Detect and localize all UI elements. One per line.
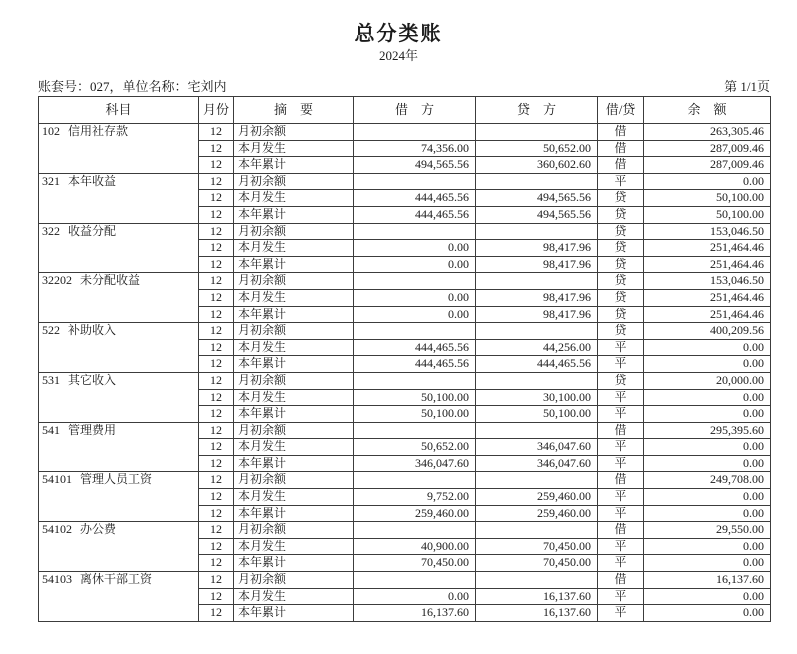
debit-cell (354, 173, 476, 190)
account-code: 541 (42, 422, 60, 437)
account-subject-cell (39, 572, 199, 622)
table-row (39, 572, 771, 589)
account-subject-cell (39, 472, 199, 522)
debit-cell: 444,465.56 (354, 339, 476, 356)
credit-cell: 346,047.60 (476, 439, 598, 456)
summary-cell: 月初余额 (234, 522, 354, 539)
balance-cell: 0.00 (644, 455, 771, 472)
ledger-body (39, 124, 771, 622)
credit-cell: 50,652.00 (476, 140, 598, 157)
month-cell: 12 (199, 273, 234, 290)
month-cell: 12 (199, 356, 234, 373)
table-row (39, 124, 771, 141)
credit-cell (476, 572, 598, 589)
month-cell: 12 (199, 173, 234, 190)
debit-cell: 0.00 (354, 240, 476, 257)
credit-cell: 98,417.96 (476, 289, 598, 306)
table-row (39, 273, 771, 290)
credit-cell (476, 124, 598, 141)
table-row (39, 223, 771, 240)
balance-cell: 251,464.46 (644, 240, 771, 257)
credit-cell: 16,137.60 (476, 588, 598, 605)
direction-cell: 贷 (598, 240, 644, 257)
debit-cell: 70,450.00 (354, 555, 476, 572)
summary-cell: 本月发生 (234, 240, 354, 257)
direction-cell: 贷 (598, 289, 644, 306)
direction-cell: 借 (598, 422, 644, 439)
account-subject-cell (39, 372, 199, 422)
month-cell: 12 (199, 240, 234, 257)
balance-cell: 263,305.46 (644, 124, 771, 141)
column-header-credit: 贷 方 (476, 97, 598, 124)
debit-cell (354, 223, 476, 240)
month-cell: 12 (199, 555, 234, 572)
debit-cell: 50,652.00 (354, 439, 476, 456)
summary-cell: 月初余额 (234, 372, 354, 389)
table-row (39, 372, 771, 389)
month-cell: 12 (199, 455, 234, 472)
debit-cell: 74,356.00 (354, 140, 476, 157)
account-name: 管理人员工资 (80, 472, 153, 487)
table-row (39, 323, 771, 340)
credit-cell: 44,256.00 (476, 339, 598, 356)
debit-cell: 346,047.60 (354, 455, 476, 472)
column-header-month: 月份 (199, 97, 234, 124)
credit-cell: 346,047.60 (476, 455, 598, 472)
account-code: 522 (42, 323, 60, 338)
balance-cell: 0.00 (644, 538, 771, 555)
summary-cell: 本月发生 (234, 289, 354, 306)
debit-cell (354, 572, 476, 589)
column-header-debit: 借 方 (354, 97, 476, 124)
month-cell: 12 (199, 439, 234, 456)
page-number: 第 1/1页 (724, 79, 770, 94)
debit-cell: 0.00 (354, 588, 476, 605)
debit-cell: 16,137.60 (354, 605, 476, 622)
credit-cell: 494,565.56 (476, 206, 598, 223)
account-code: 102 (42, 124, 60, 138)
balance-cell: 153,046.50 (644, 223, 771, 240)
direction-cell: 借 (598, 124, 644, 141)
debit-cell: 0.00 (354, 256, 476, 273)
debit-cell: 444,465.56 (354, 190, 476, 207)
debit-cell: 0.00 (354, 306, 476, 323)
month-cell: 12 (199, 406, 234, 423)
header-row (39, 97, 771, 124)
month-cell: 12 (199, 538, 234, 555)
direction-cell: 贷 (598, 273, 644, 290)
summary-cell: 本月发生 (234, 389, 354, 406)
account-code: 54103 (42, 572, 72, 587)
direction-cell: 借 (598, 572, 644, 589)
debit-cell (354, 522, 476, 539)
credit-cell (476, 223, 598, 240)
month-cell: 12 (199, 588, 234, 605)
credit-cell: 70,450.00 (476, 555, 598, 572)
month-cell: 12 (199, 339, 234, 356)
direction-cell: 贷 (598, 372, 644, 389)
account-set-info: 账套号：027，单位名称：宅刘内 (38, 79, 227, 94)
credit-cell (476, 173, 598, 190)
summary-cell: 月初余额 (234, 273, 354, 290)
month-cell: 12 (199, 223, 234, 240)
credit-cell: 70,450.00 (476, 538, 598, 555)
balance-cell: 0.00 (644, 173, 771, 190)
summary-cell: 本月发生 (234, 140, 354, 157)
balance-cell: 251,464.46 (644, 306, 771, 323)
debit-cell: 50,100.00 (354, 389, 476, 406)
credit-cell (476, 372, 598, 389)
summary-cell: 本年累计 (234, 306, 354, 323)
balance-cell: 0.00 (644, 555, 771, 572)
direction-cell: 平 (598, 505, 644, 522)
credit-cell: 259,460.00 (476, 489, 598, 506)
debit-cell: 494,565.56 (354, 157, 476, 174)
balance-cell: 0.00 (644, 489, 771, 506)
summary-cell: 本月发生 (234, 538, 354, 555)
summary-cell: 本年累计 (234, 256, 354, 273)
summary-cell: 本年累计 (234, 406, 354, 423)
direction-cell: 平 (598, 555, 644, 572)
account-subject-cell (39, 173, 199, 223)
balance-cell: 295,395.60 (644, 422, 771, 439)
table-row (39, 422, 771, 439)
month-cell: 12 (199, 572, 234, 589)
summary-cell: 本月发生 (234, 439, 354, 456)
direction-cell: 借 (598, 140, 644, 157)
balance-cell: 20,000.00 (644, 372, 771, 389)
summary-cell: 月初余额 (234, 323, 354, 340)
direction-cell: 借 (598, 522, 644, 539)
month-cell: 12 (199, 472, 234, 489)
credit-cell: 30,100.00 (476, 389, 598, 406)
direction-cell: 贷 (598, 256, 644, 273)
table-row (39, 173, 771, 190)
month-cell: 12 (199, 323, 234, 340)
debit-cell (354, 372, 476, 389)
month-cell: 12 (199, 522, 234, 539)
summary-cell: 本年累计 (234, 157, 354, 174)
account-name: 其它收入 (68, 372, 117, 387)
balance-cell: 29,550.00 (644, 522, 771, 539)
month-cell: 12 (199, 190, 234, 207)
summary-cell: 本月发生 (234, 489, 354, 506)
account-name: 离休干部工资 (80, 572, 153, 587)
balance-cell: 0.00 (644, 339, 771, 356)
direction-cell: 贷 (598, 223, 644, 240)
summary-cell: 本月发生 (234, 588, 354, 605)
month-cell: 12 (199, 157, 234, 174)
credit-cell (476, 323, 598, 340)
credit-cell: 16,137.60 (476, 605, 598, 622)
month-cell: 12 (199, 124, 234, 141)
direction-cell: 平 (598, 339, 644, 356)
summary-cell: 本年累计 (234, 206, 354, 223)
direction-cell: 借 (598, 157, 644, 174)
summary-cell: 月初余额 (234, 472, 354, 489)
direction-cell: 借 (598, 472, 644, 489)
column-header-balance: 余 额 (644, 97, 771, 124)
direction-cell: 平 (598, 389, 644, 406)
direction-cell: 平 (598, 439, 644, 456)
account-code: 531 (42, 372, 60, 387)
column-header-subject: 科目 (39, 97, 199, 124)
account-subject-cell (39, 124, 199, 174)
direction-cell: 平 (598, 406, 644, 423)
month-cell: 12 (199, 140, 234, 157)
ledger-table (38, 96, 771, 622)
direction-cell: 平 (598, 588, 644, 605)
month-cell: 12 (199, 289, 234, 306)
account-name: 未分配收益 (80, 273, 141, 288)
debit-cell (354, 422, 476, 439)
credit-cell (476, 522, 598, 539)
account-code: 54102 (42, 522, 72, 537)
table-row (39, 522, 771, 539)
debit-cell (354, 124, 476, 141)
month-cell: 12 (199, 605, 234, 622)
month-cell: 12 (199, 256, 234, 273)
summary-cell: 本年累计 (234, 356, 354, 373)
month-cell: 12 (199, 372, 234, 389)
direction-cell: 贷 (598, 323, 644, 340)
summary-cell: 月初余额 (234, 173, 354, 190)
summary-cell: 本月发生 (234, 339, 354, 356)
column-header-summary: 摘 要 (234, 97, 354, 124)
table-row (39, 472, 771, 489)
credit-cell: 259,460.00 (476, 505, 598, 522)
summary-cell: 本年累计 (234, 505, 354, 522)
account-subject-cell (39, 323, 199, 373)
debit-cell (354, 273, 476, 290)
account-code: 322 (42, 223, 60, 238)
month-cell: 12 (199, 505, 234, 522)
column-header-direction: 借/贷 (598, 97, 644, 124)
debit-cell: 40,900.00 (354, 538, 476, 555)
credit-cell: 98,417.96 (476, 256, 598, 273)
direction-cell: 平 (598, 489, 644, 506)
summary-cell: 本年累计 (234, 555, 354, 572)
balance-cell: 0.00 (644, 439, 771, 456)
summary-cell: 月初余额 (234, 223, 354, 240)
direction-cell: 贷 (598, 206, 644, 223)
direction-cell: 贷 (598, 190, 644, 207)
direction-cell: 平 (598, 455, 644, 472)
month-cell: 12 (199, 489, 234, 506)
credit-cell: 360,602.60 (476, 157, 598, 174)
account-code: 54101 (42, 472, 72, 487)
account-subject-cell (39, 522, 199, 572)
account-code: 321 (42, 173, 60, 188)
credit-cell: 98,417.96 (476, 240, 598, 257)
debit-cell: 0.00 (354, 289, 476, 306)
direction-cell: 平 (598, 173, 644, 190)
direction-cell: 平 (598, 356, 644, 373)
debit-cell (354, 323, 476, 340)
month-cell: 12 (199, 206, 234, 223)
direction-cell: 贷 (598, 306, 644, 323)
debit-cell: 259,460.00 (354, 505, 476, 522)
balance-cell: 0.00 (644, 406, 771, 423)
summary-cell: 本月发生 (234, 190, 354, 207)
balance-cell: 16,137.60 (644, 572, 771, 589)
account-subject-cell (39, 223, 199, 273)
page-title: 总分类账 (354, 23, 443, 45)
account-name: 办公费 (80, 522, 117, 537)
account-name: 收益分配 (68, 223, 117, 238)
direction-cell: 平 (598, 605, 644, 622)
account-subject-cell (39, 422, 199, 472)
credit-cell: 444,465.56 (476, 356, 598, 373)
page-subtitle: 2024年 (378, 48, 418, 63)
credit-cell: 98,417.96 (476, 306, 598, 323)
account-code: 32202 (42, 273, 72, 288)
balance-cell: 0.00 (644, 588, 771, 605)
summary-cell: 月初余额 (234, 124, 354, 141)
summary-cell: 月初余额 (234, 572, 354, 589)
balance-cell: 251,464.46 (644, 289, 771, 306)
direction-cell: 平 (598, 538, 644, 555)
debit-cell: 9,752.00 (354, 489, 476, 506)
summary-cell: 月初余额 (234, 422, 354, 439)
balance-cell: 0.00 (644, 605, 771, 622)
balance-cell: 50,100.00 (644, 190, 771, 207)
credit-cell: 494,565.56 (476, 190, 598, 207)
balance-cell: 0.00 (644, 356, 771, 373)
balance-cell: 0.00 (644, 389, 771, 406)
balance-cell: 251,464.46 (644, 256, 771, 273)
account-name: 本年收益 (68, 173, 117, 188)
month-cell: 12 (199, 306, 234, 323)
debit-cell: 444,465.56 (354, 206, 476, 223)
balance-cell: 249,708.00 (644, 472, 771, 489)
balance-cell: 50,100.00 (644, 206, 771, 223)
account-subject-cell (39, 273, 199, 323)
balance-cell: 400,209.56 (644, 323, 771, 340)
account-name: 补助收入 (68, 323, 117, 338)
balance-cell: 153,046.50 (644, 273, 771, 290)
month-cell: 12 (199, 422, 234, 439)
credit-cell: 50,100.00 (476, 406, 598, 423)
summary-cell: 本年累计 (234, 605, 354, 622)
credit-cell (476, 273, 598, 290)
summary-cell: 本年累计 (234, 455, 354, 472)
month-cell: 12 (199, 389, 234, 406)
balance-cell: 287,009.46 (644, 140, 771, 157)
balance-cell: 287,009.46 (644, 157, 771, 174)
balance-cell: 0.00 (644, 505, 771, 522)
credit-cell (476, 422, 598, 439)
account-name: 信用社存款 (68, 124, 129, 138)
debit-cell: 50,100.00 (354, 406, 476, 423)
account-name: 管理费用 (68, 422, 117, 437)
meta-line (38, 76, 770, 95)
debit-cell: 444,465.56 (354, 356, 476, 373)
credit-cell (476, 472, 598, 489)
debit-cell (354, 472, 476, 489)
